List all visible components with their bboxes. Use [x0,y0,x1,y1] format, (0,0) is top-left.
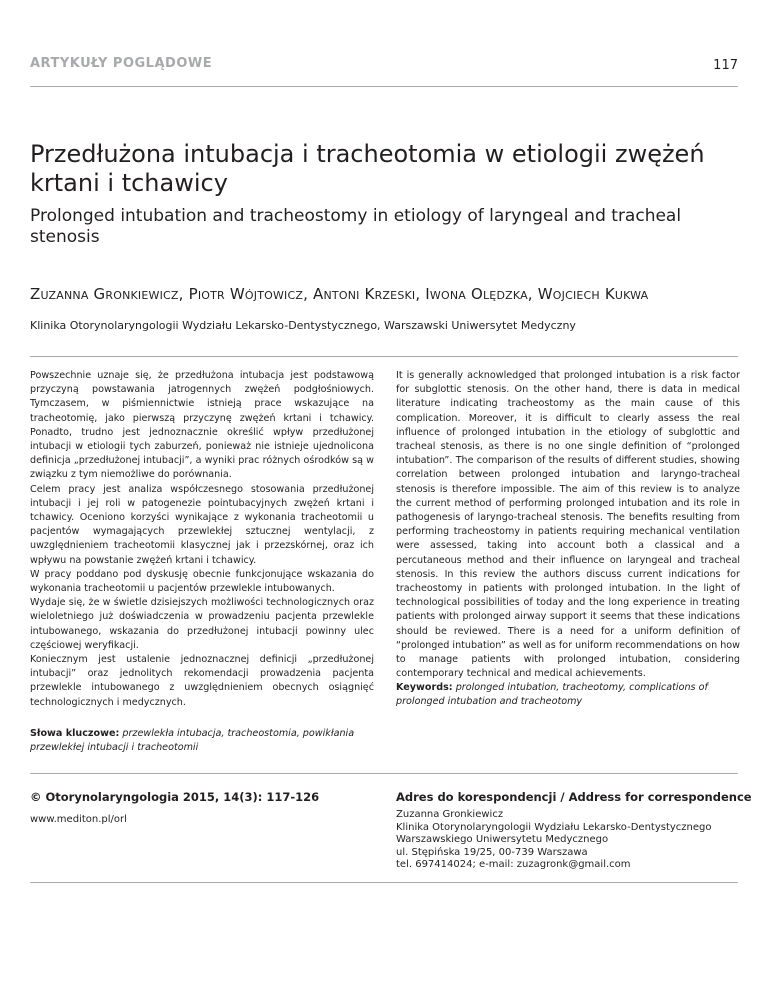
abstract-english-paragraph: It is generally acknowledged that prolonged intubation is a risk factor for subglottic stenosis. On the other hand, there is data in medical literature indicating tracheostomy as the main cause of this complication. Moreover, it is difficult to clearly assess the real influence of prolonged intubation in the etiology of subglottic and tracheal stenosis, as there is no one single definition of “prolonged intubation”. The comparison of the results of different studies, showing correlation between prolonged intubation and laryngo-tracheal stenosis is therefore impossible. The aim of this review is to analyze the current method of performing prolonged intubation and its role in pathogenesis of laryngo-tracheal stenosis. The benefits resulting from performing tracheostomy in patients requiring mechanical ventilation were assessed, taking into account both a classical and a percutaneous method and their influence on laryngeal and tracheal stenosis. In this review the authors discuss current indications for tracheostomy in patients with prolonged intubation. In the light of technological possibilities of today and the long experience in treating patients with prolonged airway support it seems that these indications should be reviewed. There is a need for a uniform definition of “prolonged intubation” as well as for uniform recommendations on how to manage patients with prolonged intubation, considering contemporary technical and medical achievements. [396,370,740,680]
title-english: Prolonged intubation and tracheostomy in etiology of laryngeal and tracheal stenosis [30,206,682,247]
keywords-english [396,681,740,709]
abstract-english [396,369,740,681]
affiliation: Klinika Otorynolaryngologii Wydziału Lekarsko-Dentystycznego, Warszawski Uniwersytet Medyczny [30,319,576,332]
correspondence-line: ul. Stępińska 19/25, 00-739 Warszawa [396,846,588,858]
keywords-english-label: Keywords: [396,682,453,693]
correspondence-line: tel. 697414024; e-mail: zuzagronk@gmail.com [396,859,631,871]
keywords-polish-text: przewlekła intubacja, tracheostomia, powikłania przewlekłej intubacji i tracheotomii [30,728,355,754]
header-rule [30,86,738,87]
keywords-polish-label: Słowa kluczowe: [30,728,120,739]
correspondence-address [396,809,740,872]
citation: © Otorynolaryngologia 2015, 14(3): 117-126 [30,790,320,804]
title-polish: Przedłużona intubacja i tracheotomia w etiologii zwężeń krtani i tchawicy [30,140,705,197]
correspondence-line: Klinika Otorynolaryngologii Wydziału Lekarsko-Dentystycznego [396,821,712,833]
abstract-polish-paragraph: Celem pracy jest analiza współczesnego stosowania przedłużonej intubacji i jej roli w patogenezie pointubacyjnych zwężeń krtani i tchawicy. Oceniono korzyści wynikające z wykonania tracheotomii u pacjentów wymagających przewlekłej sztucznej wentylacji, z uwzględnieniem tracheotomii klasycznej jak i przezskórnej, oraz ich wpływu na powstanie zwężeń krtani i tchawicy. [30,483,374,566]
page-number: 117 [713,58,738,73]
abstract-top-rule [30,356,738,357]
keywords-polish [30,727,374,755]
abstract-polish-paragraph: W pracy poddano pod dyskusję obecnie funkcjonujące wskazania do wykonania tracheotomii u pacjentów przewlekle intubowanych. [30,568,374,595]
correspondence-line: Warszawskiego Uniwersytetu Medycznego [396,834,609,846]
keywords-english-text: prolonged intubation, tracheotomy, complications of prolonged intubation and tracheotomy [396,682,708,708]
section-label: ARTYKUŁY POGLĄDOWE [30,56,213,71]
page-bottom-rule [30,882,738,883]
authors: Zuzanna Gronkiewicz, Piotr Wójtowicz, Antoni Krzeski, Iwona Olędzka, Wojciech Kukwa [30,285,649,303]
abstract-polish-paragraph: Wydaje się, że w świetle dzisiejszych możliwości technologicznych oraz wieloletniego już doświadczenia w prowadzeniu pacjenta przewlekle intubowanego, wskazania do przedłużonej intubacji powinny ulec częściowej weryfikacji. [30,597,374,651]
abstract-polish [30,369,374,710]
abstract-polish-paragraph: Powszechnie uznaje się, że przedłużona intubacja jest podstawową przyczyną powstawania jatrogennych zwężeń podgłośniowych. Tymczasem, w piśmiennictwie istnieją prace wskazujące na tracheotomię, jako pierwszą przyczynę zwężeń krtani i tchawicy. Ponadto, trudno jest jednoznacznie określić wpływ przedłużonej intubacji w etiologii tych zaburzeń, ponieważ nie istnieje ujednolicona definicja „przedłużonej intubacji”, a wyniki prac różnych ośrodków są w związku z tym niemożliwe do porównania. [30,370,374,481]
abstract-bottom-rule [30,773,738,774]
correspondence-heading: Adres do korespondencji / Address for correspondence [396,790,752,804]
correspondence-line: Zuzanna Gronkiewicz [396,809,504,820]
journal-website-link[interactable]: www.mediton.pl/orl [30,814,127,825]
abstract-polish-paragraph: Koniecznym jest ustalenie jednoznacznej definicji „przedłużonej intubacji” oraz jednolitych rekomendacji prowadzenia pacjenta przewlekle intubowanego z uwzględnieniem obecnych osiągnięć technologicznych i medycznych. [30,654,374,708]
